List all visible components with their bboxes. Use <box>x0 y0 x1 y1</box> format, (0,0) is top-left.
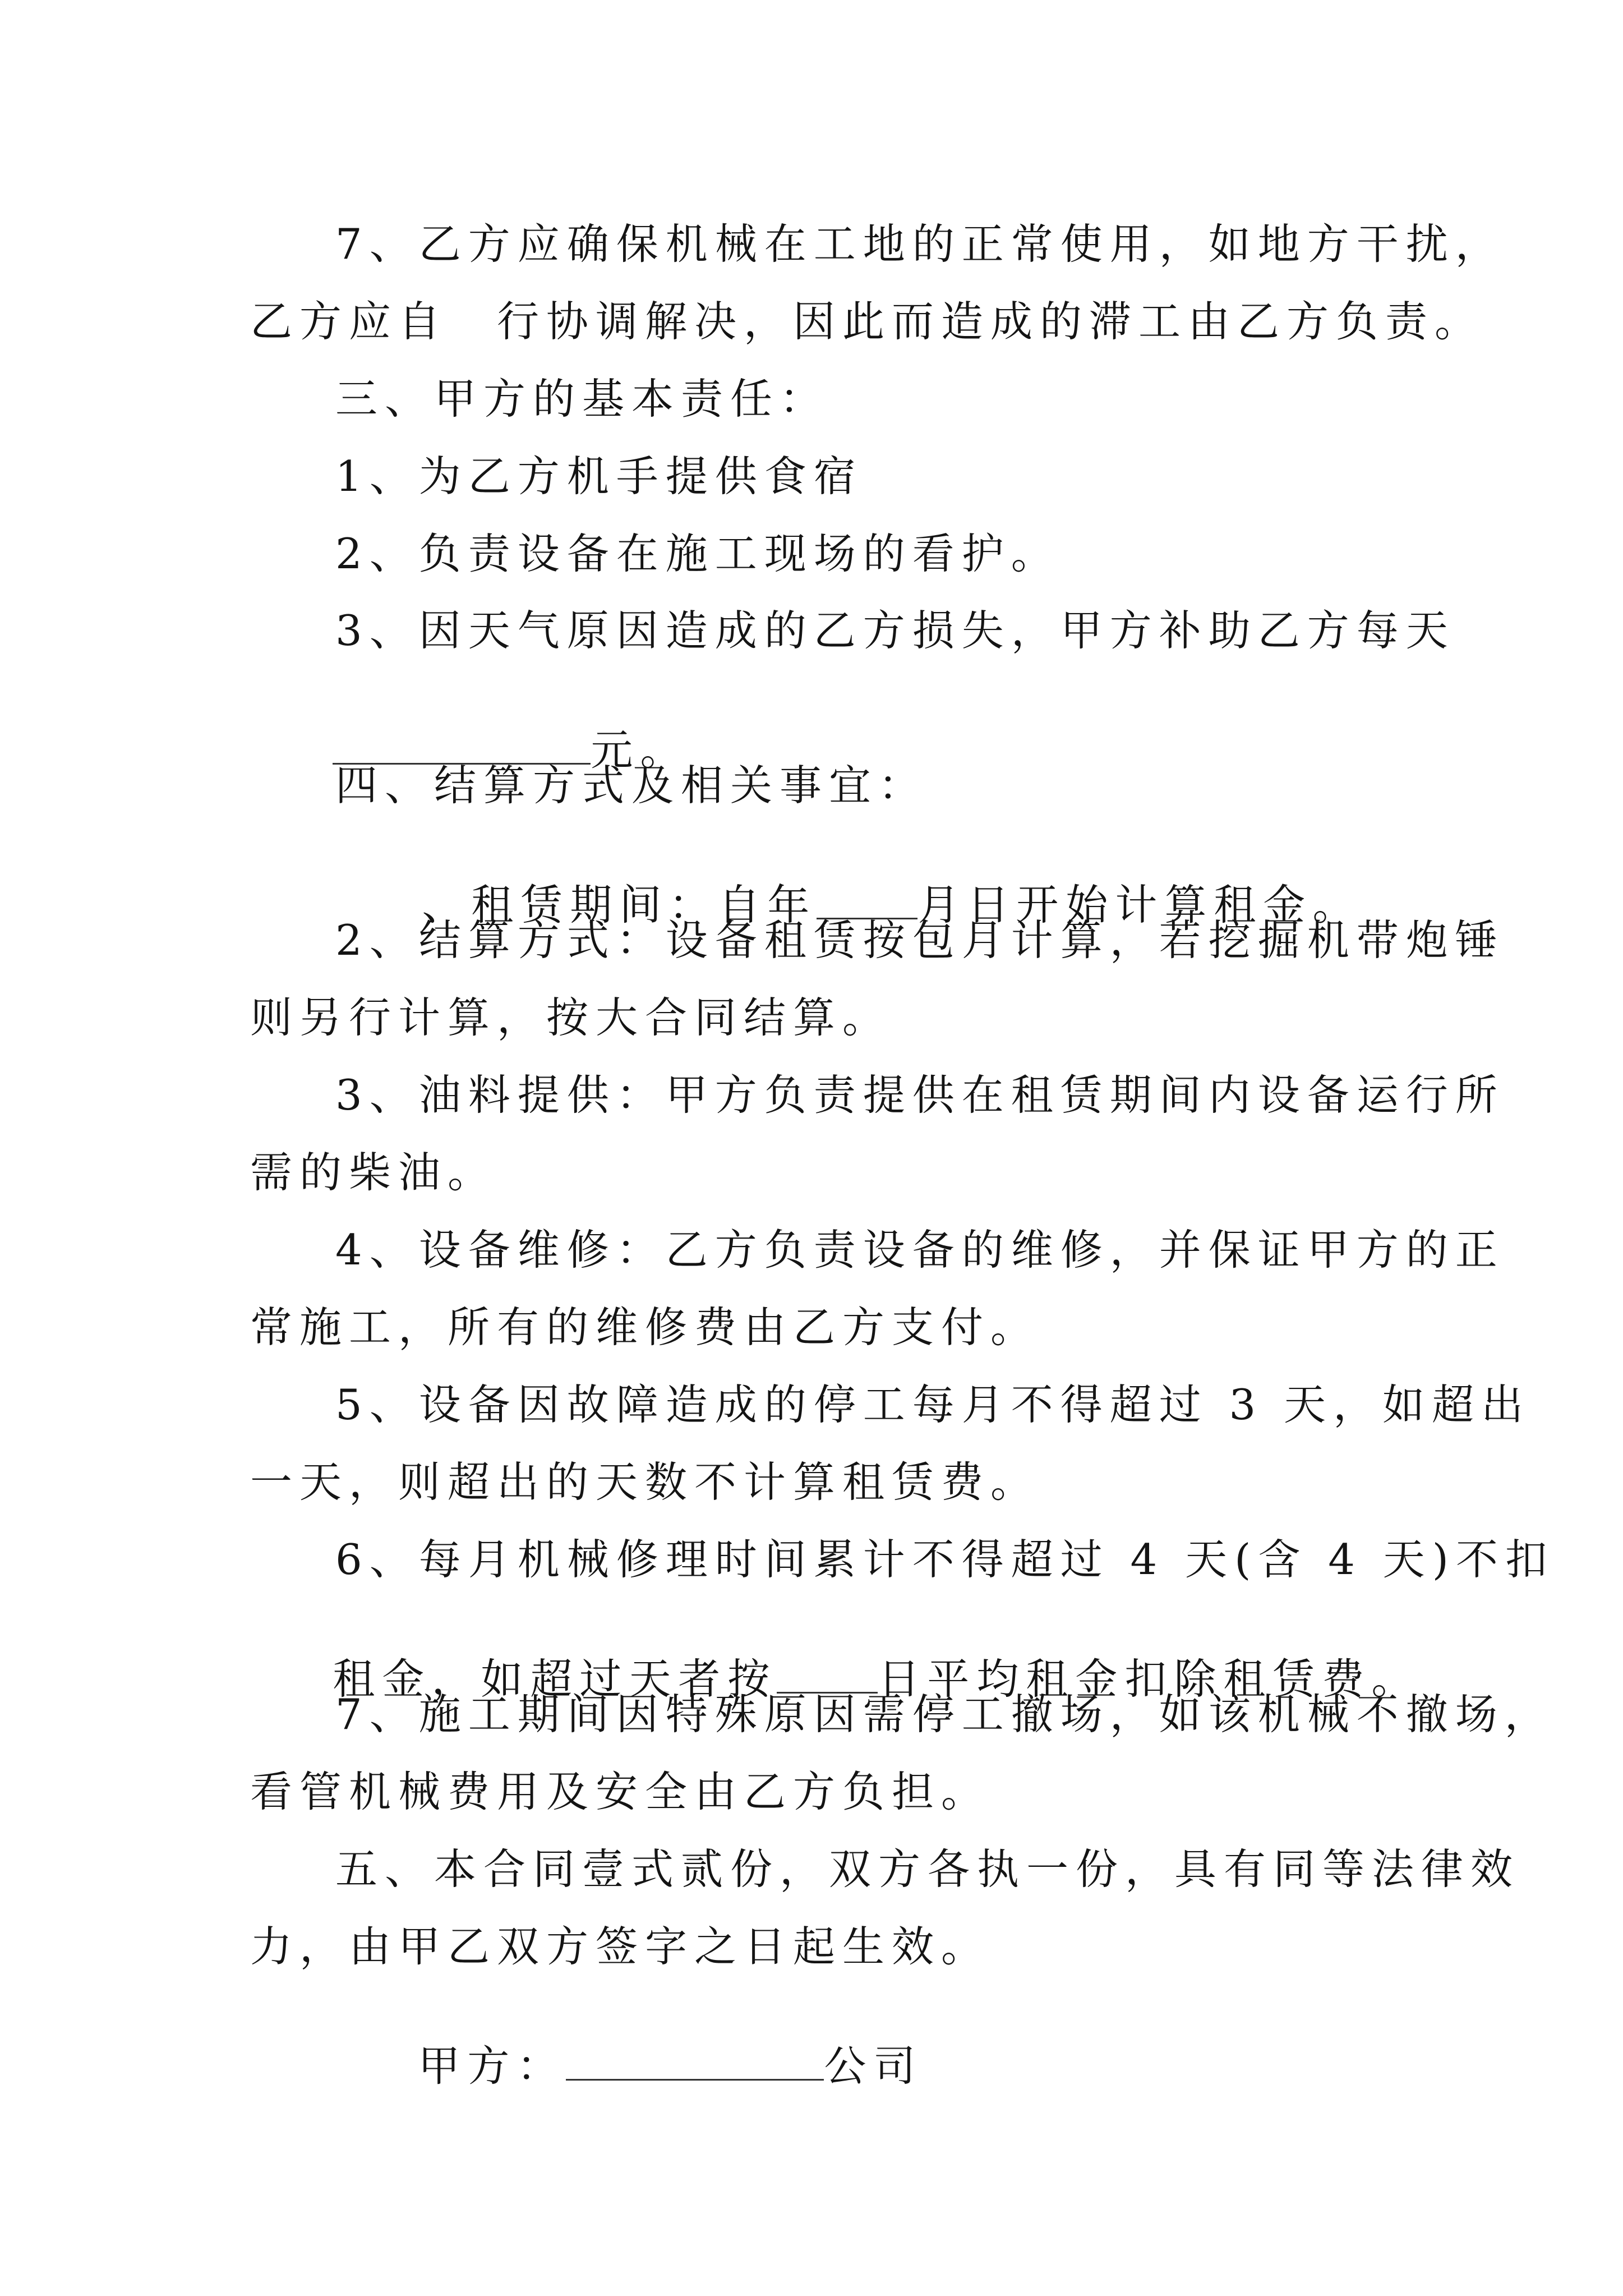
party-a-label: 甲方： <box>418 2041 566 2091</box>
settlement-line-1: 2、结算方式：设备租赁按包月计算，若挖掘机带炮锤 <box>335 915 1505 965</box>
settlement-line-2: 则另行计算，按大合同结算。 <box>250 993 892 1042</box>
party-a-duty-2: 2、负责设备在施工现场的看护。 <box>335 529 1061 578</box>
maintenance-line-2: 常施工，所有的维修费由乙方支付。 <box>250 1303 1040 1352</box>
party-a-duty-3-line-1: 3、因天气原因造成的乙方损失，甲方补助乙方每天 <box>335 606 1455 655</box>
maintenance-line-1: 4、设备维修：乙方负责设备的维修，并保证甲方的正 <box>335 1225 1505 1274</box>
downtime-line-1: 5、设备因故障造成的停工每月不得超过 3 天，如超出 <box>335 1380 1531 1429</box>
section-5-line-2: 力，由甲乙双方签字之日起生效。 <box>250 1922 991 1971</box>
fuel-supply-line-2: 需的柴油。 <box>250 1148 497 1197</box>
lease-period-prefix: 、租赁期间：自年 <box>422 880 817 930</box>
daily-subsidy-blank <box>333 729 591 765</box>
repair-time-line-1: 6、每月机械修理时间累计不得超过 4 天(含 4 天)不扣 <box>335 1535 1555 1584</box>
section-5-line-1: 五、本合同壹式贰份，双方各执一份，具有同等法律效 <box>335 1844 1520 1894</box>
repair-time-prefix: 租金，如超过天者按 <box>333 1654 777 1704</box>
deduction-days-blank <box>777 1658 878 1694</box>
site-withdrawal-line-2: 看管机械费用及安全由乙方负担。 <box>250 1767 991 1816</box>
party-a-signature-line <box>335 2003 923 2129</box>
party-a-company-blank <box>566 2045 824 2081</box>
clause-7-line-1: 7、乙方应确保机械在工地的正常使用，如地方干扰， <box>335 219 1505 269</box>
party-a-duty-1: 1、为乙方机手提供食宿 <box>335 452 863 501</box>
fuel-supply-line-1: 3、油料提供：甲方负责提供在租赁期间内设备运行所 <box>335 1070 1505 1120</box>
lease-period-suffix: 月日开始计算租金。 <box>917 880 1362 930</box>
section-3-heading: 三、甲方的基本责任： <box>335 374 829 424</box>
company-suffix: 公司 <box>824 2041 923 2091</box>
lease-start-blank <box>817 884 917 919</box>
repair-time-suffix: 日平均租金扣除租赁费。 <box>878 1654 1421 1704</box>
clause-7-line-2: 乙方应自 行协调解决，因此而造成的滞工由乙方负责。 <box>250 297 1484 346</box>
downtime-line-2: 一天，则超出的天数不计算租赁费。 <box>250 1457 1040 1507</box>
yuan-suffix: 元。 <box>591 725 690 775</box>
section-4-heading: 四、结算方式及相关事宜： <box>335 761 928 810</box>
site-withdrawal-line-1: 7、施工期间因特殊原因需停工撤场，如该机械不撤场， <box>335 1690 1554 1739</box>
